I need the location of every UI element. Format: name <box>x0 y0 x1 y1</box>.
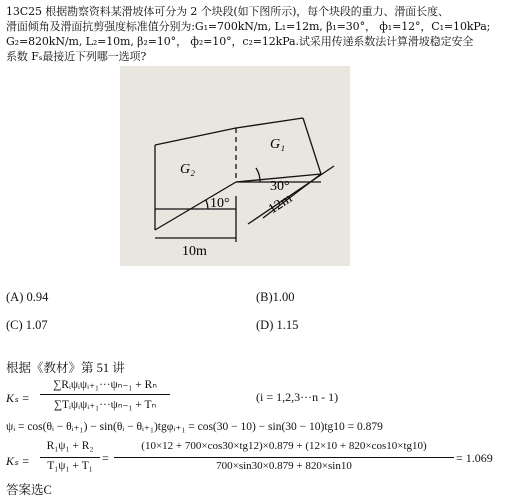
block1-back-edge <box>303 118 321 174</box>
problem-line-4: 系数 Fₛ最接近下列哪一选项? <box>6 50 147 63</box>
option-d: (D) 1.15 <box>256 318 299 332</box>
angle-30-label: 30° <box>270 179 290 194</box>
length-12m-label: 12m <box>266 191 296 218</box>
ks-formula-numerator: ∑Rᵢψᵢψᵢ₊₁···ψₙ₋₁ + Rₙ <box>53 379 157 391</box>
ks2-numeric-bar <box>114 457 454 458</box>
problem-line-1: 13C25 根据勘察资料某滑坡体可分为 2 个块段(如下图所示)，每个块段的重力、滑面长度、 <box>6 5 449 18</box>
ks2-symbolic-bar <box>40 457 100 458</box>
ks2-symbolic-denominator: T₁ψ₁ + T₁ <box>47 460 93 472</box>
option-b: (B)1.00 <box>256 290 295 304</box>
problem-statement <box>6 4 502 64</box>
ks2-result: = 1.069 <box>456 451 493 465</box>
solution-reference: 根据《教材》第 51 讲 <box>6 361 125 375</box>
ks2-lhs: Kₛ = <box>6 454 30 468</box>
g1-label: G₁ <box>270 137 285 152</box>
answer-line: 答案选C <box>6 483 52 497</box>
landslide-diagram <box>120 66 350 266</box>
psi-equation: ψᵢ = cos(θᵢ − θᵢ₊₁) − sin(θᵢ − θᵢ₊₁)tgφᵢ₊₁ = cos(30 − 10) − sin(30 − 10)tg10 = 0.879 <box>6 421 383 433</box>
option-a: (A) 0.94 <box>6 290 49 304</box>
problem-line-3: G₂=820kN/m, L₂=10m, β₂=10°， ф₂=10°，c₂=12kPa.试采用传递系数法计算滑坡稳定安全 <box>6 35 474 48</box>
ks2-numeric-denominator: 700×sin30×0.879 + 820×sin10 <box>216 460 352 472</box>
ks-formula-denominator: ∑Tᵢψᵢψᵢ₊₁···ψₙ₋₁ + Tₙ <box>53 399 157 411</box>
ks-formula-lhs: Kₛ = <box>6 391 30 405</box>
option-c: (C) 1.07 <box>6 318 48 332</box>
ks2-symbolic-numerator: R₁ψ₁ + R₂ <box>46 440 94 452</box>
ks-fraction-bar <box>40 394 170 395</box>
landslide-figure <box>120 66 350 266</box>
index-range: (i = 1,2,3···n - 1) <box>256 390 339 404</box>
equals-sign: = <box>102 451 109 465</box>
g2-label: G₂ <box>180 162 195 177</box>
length-10m-label: 10m <box>182 244 207 259</box>
ks2-numeric-numerator: (10×12 + 700×cos30×tg12)×0.879 + (12×10 + 820×cos10×tg10) <box>141 440 427 452</box>
angle-arc-10 <box>206 200 208 209</box>
angle-10-label: 10° <box>210 196 230 211</box>
problem-line-2: 滑面倾角及滑面抗剪强度标准值分别为:G₁=700kN/m, L₁=12m, β₁=30°， ф₁=12°，C₁=10kPa; <box>6 20 491 33</box>
dimension-line-12m <box>248 166 334 224</box>
